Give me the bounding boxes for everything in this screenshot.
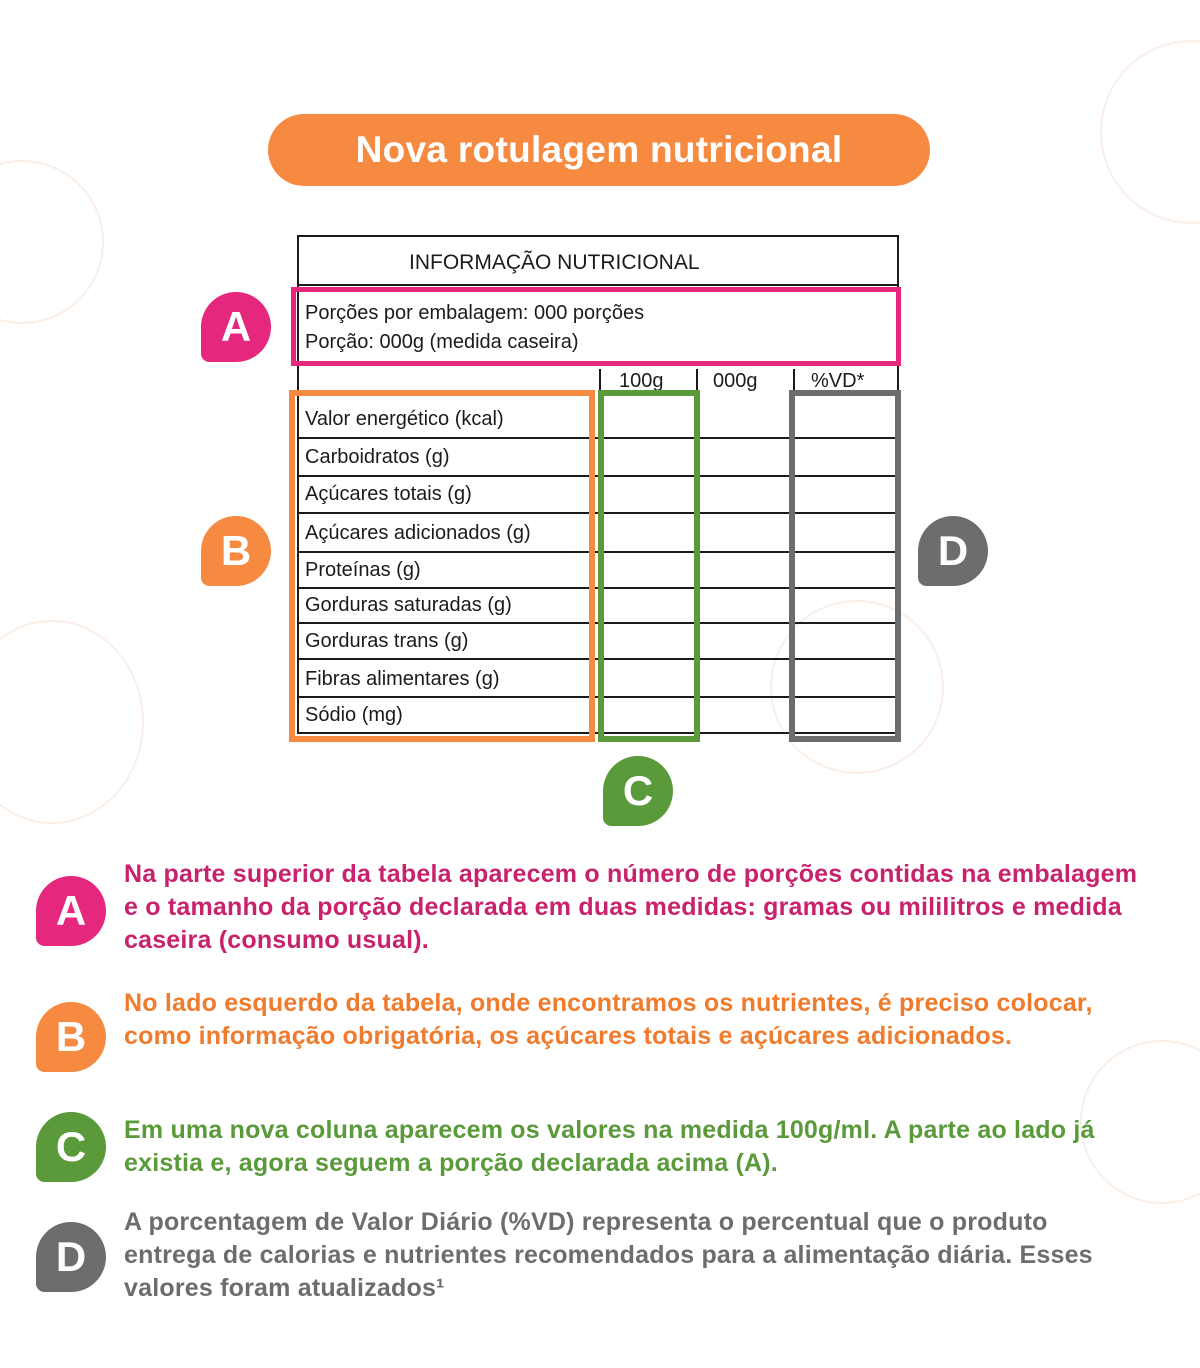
badge-a: A	[201, 292, 271, 362]
table-heading: INFORMAÇÃO NUTRICIONAL	[409, 251, 700, 274]
highlight-box-c	[598, 390, 700, 742]
column-header-portion: 000g	[713, 370, 758, 392]
badge-c: C	[603, 756, 673, 826]
description-a: Na parte superior da tabela aparecem o número de porções contidas na embalagem e o tamanho da porção declarada em duas medidas: gramas ou mililitros e medida caseira (consumo usual).	[124, 860, 1138, 954]
badge-b: B	[201, 516, 271, 586]
badge-c: C	[36, 1112, 106, 1182]
page-title: Nova rotulagem nutricional	[268, 114, 930, 186]
servings-per-package: Porções por embalagem: 000 porções	[305, 302, 645, 324]
description-b: No lado esquerdo da tabela, onde encontramos os nutrientes, é preciso colocar, como informação obrigatória, os açúcares totais e açúcares adicionados.	[124, 989, 1093, 1050]
table-row-label: Gorduras trans (g)	[305, 630, 469, 652]
badge-a: A	[36, 876, 106, 946]
table-row-label: Açúcares adicionados (g)	[305, 522, 531, 544]
nutrition-table	[297, 235, 899, 735]
divider	[297, 284, 899, 286]
badge-d: D	[36, 1222, 106, 1292]
highlight-box-d	[789, 390, 901, 742]
table-row-label: Gorduras saturadas (g)	[305, 594, 512, 616]
highlight-box-b	[289, 390, 595, 742]
description-c: Em uma nova coluna aparecem os valores na medida 100g/ml. A parte ao lado já existia e, agora seguem a porção declarada acima (A).	[124, 1116, 1095, 1177]
table-row-label: Fibras alimentares (g)	[305, 668, 500, 690]
background-fruit-decoration	[0, 160, 104, 324]
badge-b: B	[36, 1002, 106, 1072]
background-fruit-decoration	[1100, 40, 1200, 224]
table-row-label: Carboidratos (g)	[305, 446, 450, 468]
column-header-100g: 100g	[619, 370, 664, 392]
table-row-label: Proteínas (g)	[305, 559, 421, 581]
description-d: A porcentagem de Valor Diário (%VD) representa o percentual que o produto entrega de calorias e nutrientes recomendados para a alimentação diária. Esses valores foram atualizados¹	[124, 1208, 1093, 1302]
table-row-label: Açúcares totais (g)	[305, 483, 472, 505]
highlight-box-a	[291, 287, 901, 366]
table-row-label: Sódio (mg)	[305, 704, 403, 726]
background-fruit-decoration	[0, 620, 144, 824]
column-header-vd: %VD*	[811, 370, 865, 392]
serving-size: Porção: 000g (medida caseira)	[305, 331, 579, 353]
badge-d: D	[918, 516, 988, 586]
table-row-label: Valor energético (kcal)	[305, 408, 504, 430]
